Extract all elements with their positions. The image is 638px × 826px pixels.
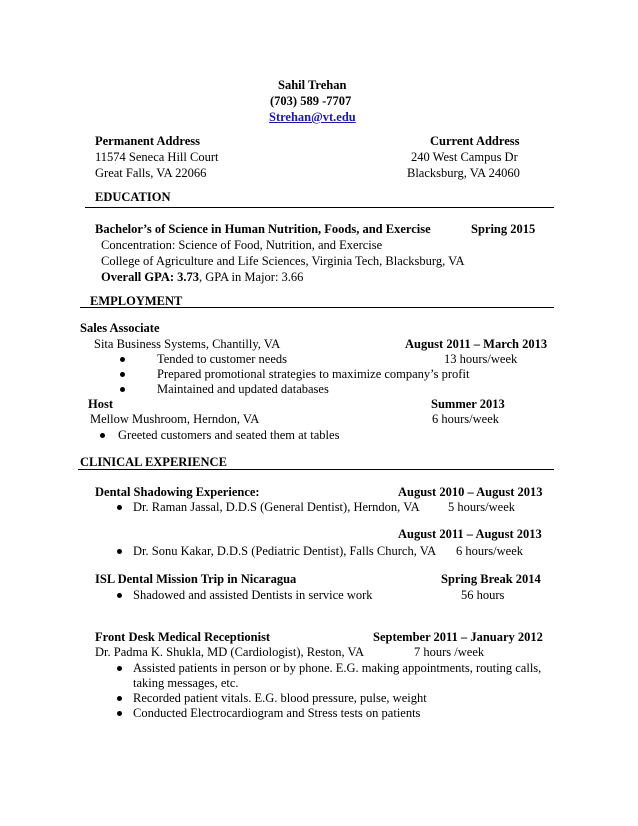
employment-divider	[80, 307, 554, 308]
receptionist-title: Front Desk Medical Receptionist	[95, 630, 271, 644]
bullet-icon	[117, 593, 122, 598]
job1-bullet2: Prepared promotional strategies to maximize company’s profit	[157, 367, 470, 381]
mission-hours: 56 hours	[461, 588, 505, 602]
job1-hours: 13 hours/week	[444, 352, 518, 366]
bullet-icon	[120, 387, 125, 392]
shadowing-bullet2: Dr. Sonu Kakar, D.D.S (Pediatric Dentist), Falls Church, VA	[133, 544, 437, 558]
job1-title: Sales Associate	[80, 321, 160, 335]
shadowing-hours2: 6 hours/week	[456, 544, 523, 558]
concentration: Concentration: Science of Food, Nutrition, and Exercise	[101, 238, 383, 252]
employment-heading: EMPLOYMENT	[90, 294, 183, 308]
current-address-title: Current Address	[430, 134, 520, 148]
clinical-divider	[78, 469, 554, 470]
job2-title: Host	[88, 397, 113, 411]
receptionist-bullet3: Conducted Electrocardiogram and Stress tests on patients	[133, 706, 421, 720]
current-address-line1: 240 West Campus Dr	[411, 150, 518, 164]
job1-company: Sita Business Systems, Chantilly, VA	[94, 337, 281, 351]
education-heading: EDUCATION	[95, 190, 171, 204]
mission-bullet: Shadowed and assisted Dentists in service work	[133, 588, 373, 602]
education-divider	[85, 207, 554, 208]
shadowing-title: Dental Shadowing Experience:	[95, 485, 260, 499]
permanent-address-line2: Great Falls, VA 22066	[95, 166, 207, 180]
receptionist-bullet1-line2: taking messages, etc.	[133, 676, 239, 690]
bullet-icon	[120, 372, 125, 377]
gpa-line	[101, 270, 303, 285]
shadowing-date1: August 2010 – August 2013	[398, 485, 543, 499]
gpa-major: , GPA in Major: 3.66	[199, 270, 304, 284]
job1-bullet3: Maintained and updated databases	[157, 382, 329, 396]
phone-number: (703) 589 -7707	[270, 94, 352, 108]
email-link[interactable]: Strehan@vt.edu	[269, 110, 356, 124]
receptionist-employer: Dr. Padma K. Shukla, MD (Cardiologist), Reston, VA	[95, 645, 364, 659]
shadowing-date2: August 2011 – August 2013	[398, 527, 542, 541]
job1-date: August 2011 – March 2013	[405, 337, 548, 351]
shadowing-hours1: 5 hours/week	[448, 500, 515, 514]
job2-bullet1: Greeted customers and seated them at tables	[118, 428, 340, 442]
receptionist-date: September 2011 – January 2012	[373, 630, 543, 644]
shadowing-bullet1: Dr. Raman Jassal, D.D.S (General Dentist), Herndon, VA	[133, 500, 420, 514]
resume-name: Sahil Trehan	[278, 78, 347, 92]
receptionist-bullet2: Recorded patient vitals. E.G. blood pressure, pulse, weight	[133, 691, 427, 705]
job2-hours: 6 hours/week	[432, 412, 499, 426]
degree-date: Spring 2015	[471, 222, 536, 236]
job1-bullet1: Tended to customer needs	[157, 352, 287, 366]
mission-date: Spring Break 2014	[441, 572, 541, 586]
bullet-icon	[100, 433, 105, 438]
degree-title: Bachelor’s of Science in Human Nutrition, Foods, and Exercise	[95, 222, 431, 236]
receptionist-hours: 7 hours /week	[414, 645, 485, 659]
college: College of Agriculture and Life Sciences, Virginia Tech, Blacksburg, VA	[101, 254, 465, 268]
job2-company: Mellow Mushroom, Herndon, VA	[90, 412, 260, 426]
clinical-heading: CLINICAL EXPERIENCE	[80, 455, 227, 469]
bullet-icon	[120, 357, 125, 362]
permanent-address-line1: 11574 Seneca Hill Court	[95, 150, 219, 164]
current-address-line2: Blacksburg, VA 24060	[407, 166, 520, 180]
bullet-icon	[117, 696, 122, 701]
bullet-icon	[117, 549, 122, 554]
bullet-icon	[117, 711, 122, 716]
receptionist-bullet1-line1: Assisted patients in person or by phone. E.G. making appointments, routing calls,	[133, 661, 542, 675]
gpa-overall: Overall GPA: 3.73	[101, 270, 200, 284]
permanent-address-title: Permanent Address	[95, 134, 200, 148]
bullet-icon	[117, 505, 122, 510]
bullet-icon	[117, 666, 122, 671]
job2-date: Summer 2013	[431, 397, 505, 411]
mission-title: ISL Dental Mission Trip in Nicaragua	[95, 572, 297, 586]
